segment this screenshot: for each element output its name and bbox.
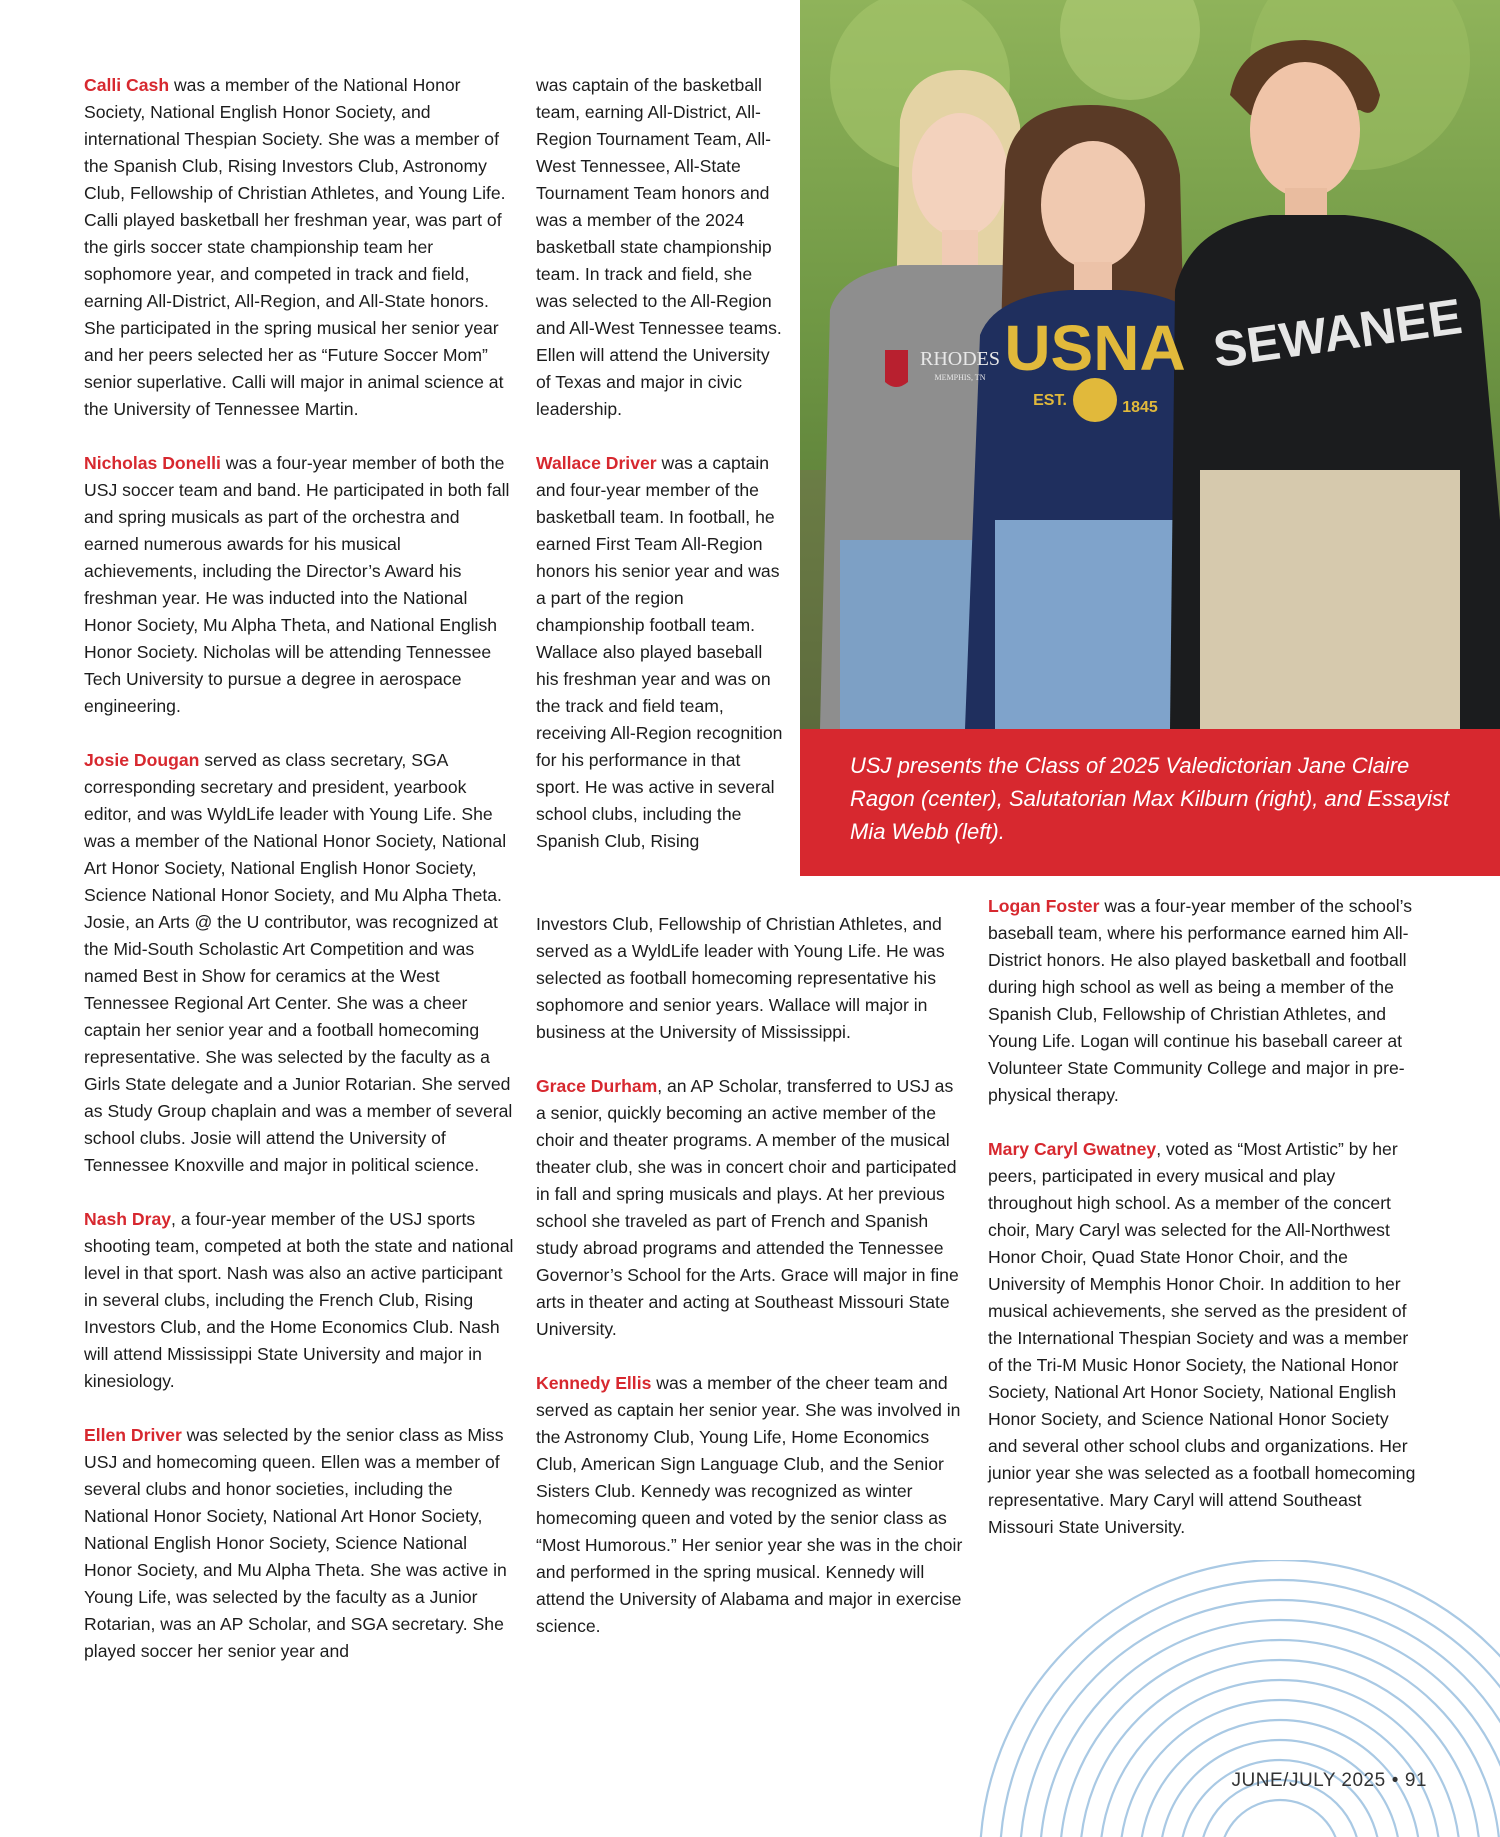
bio-grace-durham	[536, 1073, 964, 1343]
student-name: Logan Foster	[988, 896, 1100, 916]
bio-nash-dray	[84, 1206, 516, 1395]
bio-josie-dougan	[84, 747, 516, 1179]
shirt-text-usna: USNA	[1004, 312, 1186, 384]
student-name: Josie Dougan	[84, 750, 200, 770]
column-2-narrow	[536, 72, 788, 882]
bio-wallace-driver	[536, 450, 788, 855]
decorative-rings	[900, 1560, 1500, 1837]
photo-caption: USJ presents the Class of 2025 Valedictorian Jane Claire Ragon (center), Salutatorian Max Kilburn (right), and Essayist Mia Webb (left).	[850, 753, 1450, 844]
shirt-text-est: EST.	[1033, 392, 1067, 409]
student-name: Nash Dray	[84, 1209, 172, 1229]
student-name: Wallace Driver	[536, 453, 657, 473]
student-name: Calli Cash	[84, 75, 170, 95]
bio-wallace-driver-cont	[536, 911, 964, 1046]
bio-nicholas-donelli	[84, 450, 516, 720]
photo-caption-box	[800, 729, 1500, 876]
bio-ellen-driver	[84, 1422, 516, 1665]
column-2-wide	[536, 911, 964, 1667]
page-footer	[1232, 1770, 1427, 1792]
shirt-text-memphis: MEMPHIS, TN	[934, 373, 986, 382]
bio-logan-foster	[988, 893, 1418, 1109]
bio-text: was selected by the senior class as Miss USJ and homecoming queen. Ellen was a member of several clubs and honor societies, including the National Honor Society, National Art Honor Society, National English Honor Society, Science National Honor Society, and Mu Alpha Theta. She was active in Young Life, was selected by the faculty as a Junior Rotarian, was an AP Scholar, and SGA secretary. She played soccer her senior year and	[84, 1425, 507, 1661]
bio-text: was a four-year member of the school’s baseball team, where his performance earned him All-District honors. He also played basketball and football during high school as well as being a member of the Spanish Club, Fellowship of Christian Athletes, and Young Life. Logan will continue his baseball career at Volunteer State Community College and major in pre-physical therapy.	[988, 896, 1413, 1105]
bio-text: was a member of the cheer team and served as captain her senior year. She was involved in the Astronomy Club, Young Life, Home Economics Club, American Sign Language Club, and the Senior Sisters Club. Kennedy was recognized as winter homecoming queen and voted by the senior class as “Most Humorous.” Her senior year she was in the choir and performed in the spring musical. Kennedy will attend the University of Alabama and major in exercise science.	[536, 1373, 963, 1636]
student-name: Kennedy Ellis	[536, 1373, 652, 1393]
student-name: Nicholas Donelli	[84, 453, 221, 473]
bio-text: was captain of the basketball team, earning All-District, All-Region Tournament Team, All-West Tennessee, All-State Tournament Team honors and was a member of the 2024 basketball state championship team. In track and field, she was selected to the All-Region and All-West Tennessee teams. Ellen will attend the University of Texas and major in civic leadership.	[536, 75, 782, 419]
class-photo	[800, 0, 1500, 729]
bio-text: , an AP Scholar, transferred to USJ as a senior, quickly becoming an active member of the choir and theater programs. A member of the musical theater club, she was in concert choir and participated in fall and spring musicals and plays. At her previous school she traveled as part of French and Spanish study abroad programs and attended the Tennessee Governor’s School for the Arts. Grace will major in fine arts in theater and acting at Southeast Missouri State University.	[536, 1076, 959, 1339]
bio-text: was a captain and four-year member of the basketball team. In football, he earned First Team All-Region honors his senior year and was a part of the region championship football team. Wallace also played baseball his freshman year and was on the track and field team, receiving All-Region recognition for his performance in that sport. He was active in several school clubs, including the Spanish Club, Rising	[536, 453, 783, 851]
student-name: Ellen Driver	[84, 1425, 182, 1445]
column-3	[988, 893, 1418, 1568]
shirt-text-sewanee: SEWANEE	[1209, 288, 1466, 379]
bio-text: was a four-year member of both the USJ soccer team and band. He participated in both fall and spring musicals as part of the orchestra and earned numerous awards for his musical achievements, including the Director’s Award his freshman year. He was inducted into the National Honor Society, Mu Alpha Theta, and National English Honor Society. Nicholas will be attending Tennessee Tech University to pursue a degree in aerospace engineering.	[84, 453, 510, 716]
column-1	[84, 72, 516, 1692]
footer-separator: •	[1391, 1770, 1399, 1791]
issue-date: JUNE/JULY 2025	[1231, 1770, 1386, 1791]
bio-text: served as class secretary, SGA corresponding secretary and president, yearbook editor, and was WyldLife leader with Young Life. She was a member of the National Honor Society, National Art Honor Society, National English Honor Society, Science National Honor Society, and Mu Alpha Theta. Josie, an Arts @ the U contributor, was recognized at the Mid-South Scholastic Art Competition and was named Best in Show for ceramics at the West Tennessee Regional Art Center. She was a cheer captain her senior year and a football homecoming representative. She was selected by the faculty as a Girls State delegate and a Junior Rotarian. She served as Study Group chaplain and was a member of several school clubs. Josie will attend the University of Tennessee Knoxville and major in political science.	[84, 750, 513, 1175]
bio-mary-caryl-gwatney	[988, 1136, 1418, 1541]
student-name: Grace Durham	[536, 1076, 658, 1096]
bio-text: , voted as “Most Artistic” by her peers, participated in every musical and play throughout high school. As a member of the concert choir, Mary Caryl was selected for the All-Northwest Honor Choir, Quad State Honor Choir, and the University of Memphis Honor Choir. In addition to her musical achievements, she served as the president of the International Thespian Society and was a member of the Tri-M Music Honor Society, the National Honor Society, National Art Honor Society, National English Honor Society, and Science National Honor Society and several other school clubs and organizations. Her junior year she was selected as a football homecoming representative. Mary Caryl will attend Southeast Missouri State University.	[988, 1139, 1416, 1537]
bio-text: , a four-year member of the USJ sports shooting team, competed at both the state and national level in that sport. Nash was also an active participant in several clubs, including the French Club, Rising Investors Club, and the Home Economics Club. Nash will attend Mississippi State University and major in kinesiology.	[84, 1209, 514, 1391]
shirt-text-1845: 1845	[1122, 399, 1158, 416]
bio-text: Investors Club, Fellowship of Christian Athletes, and served as a WyldLife leader with Young Life. He was selected as football homecoming representative his sophomore and senior years. Wallace will major in business at the University of Mississippi.	[536, 914, 945, 1042]
student-name: Mary Caryl Gwatney	[988, 1139, 1157, 1159]
page-number: 91	[1404, 1770, 1427, 1791]
bio-text: was a member of the National Honor Society, National English Honor Society, and international Thespian Society. She was a member of the Spanish Club, Rising Investors Club, Astronomy Club, Fellowship of Christian Athletes, and Young Life. Calli played basketball her freshman year, was part of the girls soccer state championship team her sophomore year, and competed in track and field, earning All-District, All-Region, and All-State honors. She participated in the spring musical her senior year and her peers selected her as “Future Soccer Mom” senior superlative. Calli will major in animal science at the University of Tennessee Martin.	[84, 75, 506, 419]
shirt-text-rhodes: RHODES	[919, 348, 1001, 370]
bio-ellen-driver-cont	[536, 72, 788, 423]
bio-calli-cash	[84, 72, 516, 423]
